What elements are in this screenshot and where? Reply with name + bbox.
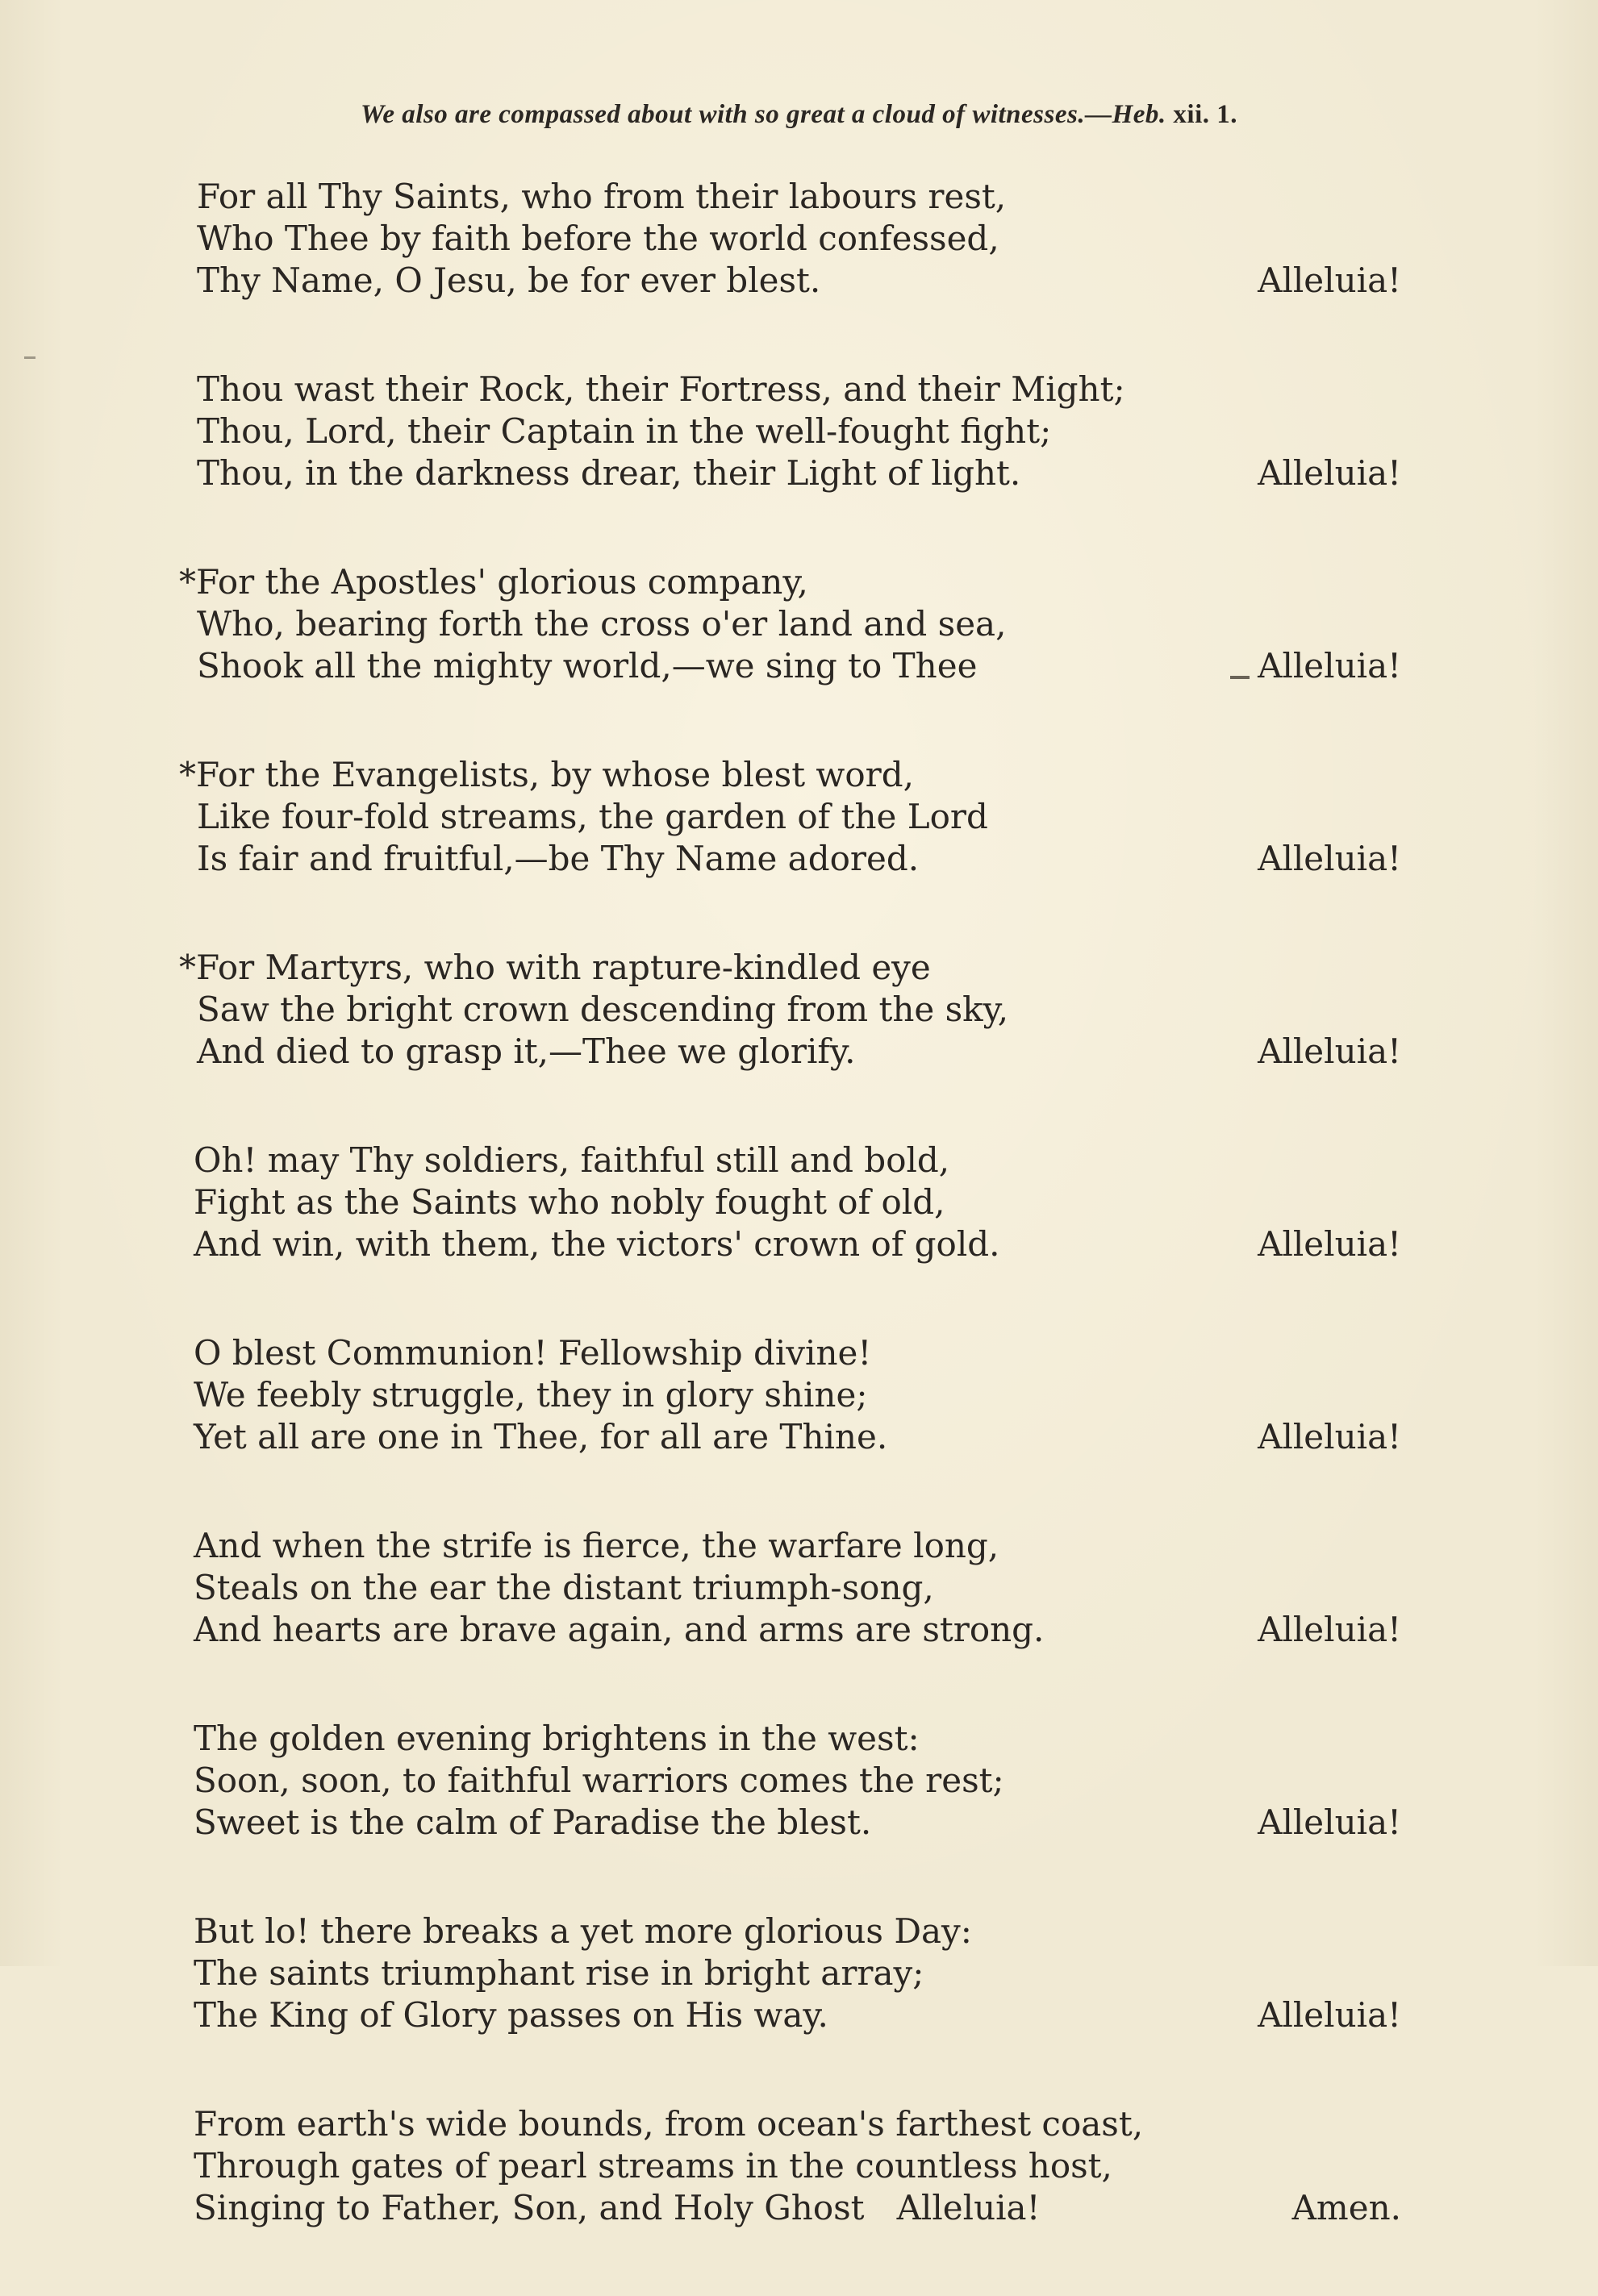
stanza-9 bbox=[0, 1718, 1598, 1844]
line-text: Singing to Father, Son, and Holy Ghost Alleluia! bbox=[194, 2188, 1041, 2227]
verse-line bbox=[0, 218, 1598, 260]
hymn-text bbox=[0, 176, 1598, 2296]
line-text: Soon, soon, to faithful warriors comes the rest; bbox=[194, 1761, 1004, 1800]
stanza-6 bbox=[0, 1140, 1598, 1265]
verse-line bbox=[0, 176, 1598, 218]
epigraph-reference: xii. 1. bbox=[1173, 100, 1237, 129]
line-text: From earth's wide bounds, from ocean's farthest coast, bbox=[194, 2104, 1144, 2144]
stanza-7 bbox=[0, 1332, 1598, 1458]
verse-line bbox=[0, 1760, 1598, 1802]
stanza-3 bbox=[0, 561, 1598, 687]
verse-line bbox=[0, 838, 1598, 880]
line-text: Oh! may Thy soldiers, faithful still and bold, bbox=[194, 1140, 950, 1180]
line-text: Through gates of pearl streams in the countless host, bbox=[194, 2146, 1112, 2186]
line-text: Sweet is the calm of Paradise the blest. bbox=[194, 1802, 872, 1842]
line-text: But lo! there breaks a yet more glorious Day: bbox=[194, 1911, 972, 1951]
stanza-11 bbox=[0, 2103, 1598, 2229]
verse-line bbox=[0, 603, 1598, 645]
verse-line bbox=[0, 561, 1598, 603]
line-text: Who Thee by faith before the world confessed, bbox=[197, 219, 999, 258]
line-text: Thy Name, O Jesu, be for ever blest. bbox=[197, 260, 821, 300]
line-text: Yet all are one in Thee, for all are Thine. bbox=[194, 1417, 888, 1456]
stanza-5 bbox=[0, 947, 1598, 1073]
verse-line bbox=[0, 1140, 1598, 1181]
verse-line bbox=[0, 369, 1598, 410]
verse-line bbox=[0, 2145, 1598, 2187]
verse-line bbox=[0, 452, 1598, 494]
line-text: The saints triumphant rise in bright array; bbox=[194, 1953, 924, 1993]
line-text: And win, with them, the victors' crown of gold. bbox=[194, 1224, 1000, 1264]
refrain: Alleluia! bbox=[1258, 1610, 1401, 1649]
line-text: *For Martyrs, who with rapture-kindled eye bbox=[179, 948, 931, 987]
refrain: Alleluia! bbox=[1258, 453, 1401, 493]
epigraph-quote: We also are compassed about with so great a cloud of witnesses.—Heb. bbox=[361, 100, 1166, 129]
line-text: Is fair and fruitful,—be Thy Name adored. bbox=[197, 839, 920, 878]
refrain: Alleluia! bbox=[1258, 260, 1401, 300]
verse-line bbox=[0, 1332, 1598, 1374]
refrain: Alleluia! bbox=[1258, 839, 1401, 878]
line-text: And hearts are brave again, and arms are strong. bbox=[194, 1610, 1045, 1649]
stanza-10 bbox=[0, 1911, 1598, 2036]
verse-line bbox=[0, 645, 1598, 687]
print-speck bbox=[24, 356, 35, 359]
refrain: Alleluia! bbox=[1258, 1224, 1401, 1264]
verse-line bbox=[0, 1567, 1598, 1609]
verse-line bbox=[0, 1609, 1598, 1651]
stanza-1 bbox=[0, 176, 1598, 302]
line-text: The King of Glory passes on His way. bbox=[194, 1995, 828, 2035]
verse-line bbox=[0, 2187, 1598, 2229]
line-text: And when the strife is fierce, the warfare long, bbox=[194, 1526, 999, 1565]
stanza-2 bbox=[0, 369, 1598, 494]
verse-line bbox=[0, 754, 1598, 796]
verse-line bbox=[0, 1911, 1598, 1952]
line-text: Like four-fold streams, the garden of the Lord bbox=[197, 797, 988, 836]
refrain: Alleluia! bbox=[1258, 1417, 1401, 1456]
verse-line bbox=[0, 1802, 1598, 1844]
line-text: For all Thy Saints, who from their labours rest, bbox=[197, 177, 1007, 216]
line-text: *For the Apostles' glorious company, bbox=[179, 562, 808, 602]
stanza-4 bbox=[0, 754, 1598, 880]
line-text: *For the Evangelists, by whose blest word, bbox=[179, 755, 914, 794]
verse-line bbox=[0, 1181, 1598, 1223]
verse-line bbox=[0, 947, 1598, 989]
line-text: Steals on the ear the distant triumph-song, bbox=[194, 1568, 934, 1607]
stanza-8 bbox=[0, 1525, 1598, 1651]
verse-line bbox=[0, 410, 1598, 452]
line-text: Thou wast their Rock, their Fortress, and their Might; bbox=[197, 369, 1125, 409]
line-text: Fight as the Saints who nobly fought of old, bbox=[194, 1182, 945, 1222]
verse-line bbox=[0, 1952, 1598, 1994]
verse-line bbox=[0, 260, 1598, 302]
verse-line bbox=[0, 1374, 1598, 1416]
refrain: Alleluia! bbox=[1258, 1031, 1401, 1071]
line-text: Thou, Lord, their Captain in the well-fought fight; bbox=[197, 411, 1052, 451]
line-text: Shook all the mighty world,—we sing to Thee bbox=[197, 646, 978, 685]
line-text: O blest Communion! Fellowship divine! bbox=[194, 1333, 872, 1373]
verse-line bbox=[0, 1031, 1598, 1073]
refrain: Amen. bbox=[1291, 2188, 1401, 2227]
refrain: Alleluia! bbox=[1258, 1802, 1401, 1842]
refrain: Alleluia! bbox=[1258, 1995, 1401, 2035]
line-text: We feebly struggle, they in glory shine; bbox=[194, 1375, 868, 1415]
verse-line bbox=[0, 1525, 1598, 1567]
verse-line bbox=[0, 989, 1598, 1031]
line-text: Thou, in the darkness drear, their Light of light. bbox=[197, 453, 1021, 493]
print-speck bbox=[1230, 676, 1250, 679]
refrain: Alleluia! bbox=[1258, 646, 1401, 685]
verse-line bbox=[0, 1994, 1598, 2036]
verse-line bbox=[0, 2103, 1598, 2145]
verse-line bbox=[0, 1718, 1598, 1760]
line-text: The golden evening brightens in the west: bbox=[194, 1719, 920, 1758]
line-text: Who, bearing forth the cross o'er land and sea, bbox=[197, 604, 1007, 644]
epigraph bbox=[0, 100, 1598, 130]
verse-line bbox=[0, 1223, 1598, 1265]
verse-line bbox=[0, 1416, 1598, 1458]
verse-line bbox=[0, 796, 1598, 838]
line-text: Saw the bright crown descending from the sky, bbox=[197, 990, 1009, 1029]
line-text: And died to grasp it,—Thee we glorify. bbox=[197, 1031, 856, 1071]
